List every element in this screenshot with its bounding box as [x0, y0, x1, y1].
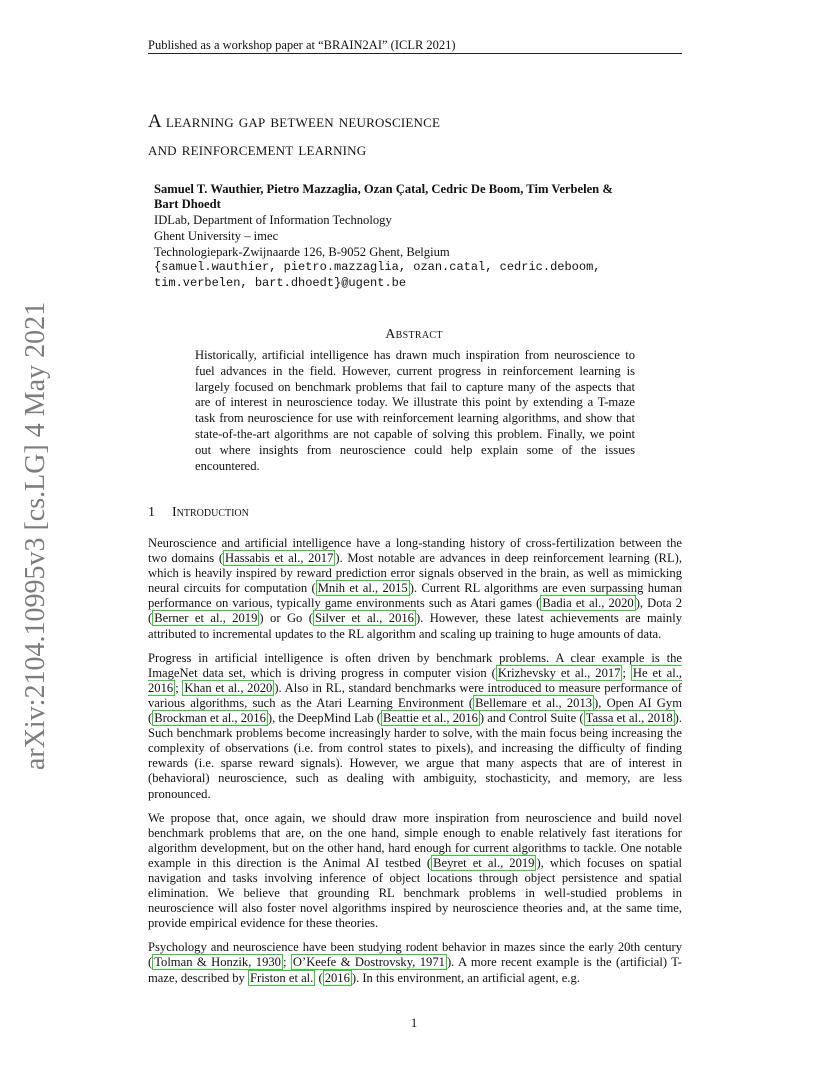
- authors-line-1: Samuel T. Wauthier, Pietro Mazzaglia, Ozan Çatal, Cedric De Boom, Tim Verbelen &: [154, 182, 613, 196]
- citation-link[interactable]: Badia et al., 2020: [542, 596, 634, 611]
- paragraph: Psychology and neuroscience have been studying rodent behavior in mazes since the early 20th century ( Tolman & Honzik, 1930 ; O’Keefe & Dostrovsky, 1971 ). A more recent example is the (artificial) T-maze, described by Friston et al. ( 2016 ). In this environment, an artificial agent, e.g.: [148, 940, 682, 985]
- arxiv-identifier: arXiv:2104.10995v3 [cs.LG] 4 May 2021: [20, 301, 51, 771]
- email-line-2: tim.verbelen, bart.dhoedt}@ugent.be: [154, 276, 407, 291]
- citation-link[interactable]: Silver et al., 2016: [314, 611, 414, 626]
- citation-link[interactable]: Berner et al., 2019: [154, 611, 258, 626]
- citation-link[interactable]: Beyret et al., 2019: [433, 855, 535, 870]
- citation-link[interactable]: Brockman et al., 2016: [154, 711, 266, 726]
- header-rule: [148, 53, 682, 54]
- citation-link[interactable]: He et al., 2016: [148, 665, 682, 695]
- email-line-1: {samuel.wauthier, pietro.mazzaglia, ozan.catal, cedric.deboom,: [154, 260, 601, 275]
- author-list: [154, 182, 674, 212]
- section-number: 1: [148, 505, 155, 520]
- citation-link[interactable]: Beattie et al., 2016: [383, 711, 478, 726]
- title-line-1: A learning gap between neuroscience: [148, 111, 441, 132]
- body-text: [148, 536, 682, 995]
- citation-link[interactable]: 2016: [324, 970, 350, 985]
- citation-link[interactable]: O’Keefe & Dostrovsky, 1971: [292, 955, 445, 970]
- affiliation-block: [154, 213, 674, 292]
- page-number: 1: [410, 1016, 418, 1030]
- paper-title: [148, 108, 708, 164]
- citation-link[interactable]: Hassabis et al., 2017: [225, 551, 334, 566]
- paragraph: We propose that, once again, we should draw more inspiration from neuroscience and build novel benchmark problems that are, on the one hand, simple enough to enable relatively fast iterations for algorithm development, but on the other hand, hard enough for current algorithms to tackle. One notable example in this direction is the Animal AI testbed ( Beyret et al., 2019 ), which focuses on spatial navigation and tasks involving inference of object locations through object persistence and spatial elimination. We believe that grounding RL benchmark problems in well-studied problems in neuroscience will also foster novel algorithms inspired by neuroscience theories and, at the same time, provide empirical evidence for these theories.: [148, 810, 682, 931]
- page-header: Published as a workshop paper at “BRAIN2AI” (ICLR 2021): [148, 38, 456, 52]
- title-line-2: and reinforcement learning: [148, 139, 367, 160]
- section-title: Introduction: [172, 505, 249, 520]
- abstract-heading: Abstract: [385, 327, 443, 342]
- paragraph: Neuroscience and artificial intelligence have a long-standing history of cross-fertilization between the two domains ( Hassabis et al., 2017 ). Most notable are advances in deep reinforcement learning (RL), which is heavily inspired by reward prediction error signals observed in the brain, as well as mimicking neural circuits for computation ( Mnih et al., 2015 ). Current RL algorithms are even surpassing human performance on various, typically game environments such as Atari games ( Badia et al., 2020 ), Dota 2 ( Berner et al., 2019 ) or Go ( Silver et al., 2016 ). However, these latest achievements are mainly attributed to incremental updates to the RL algorithm and scaling up training to huge amounts of data.: [148, 536, 682, 641]
- affiliation-line: Technologiepark-Zwijnaarde 126, B-9052 Ghent, Belgium: [154, 244, 450, 259]
- authors-line-2: Bart Dhoedt: [154, 197, 221, 211]
- citation-link[interactable]: Khan et al., 2020: [184, 680, 273, 695]
- citation-link[interactable]: Mnih et al., 2015: [317, 581, 408, 596]
- paragraph: Progress in artificial intelligence is often driven by benchmark problems. A clear example is the ImageNet data set, which is driving progress in computer vision ( Krizhevsky et al., 2017 ; He et al., 2016 ; Khan et al., 2020 ). Also in RL, standard benchmarks were introduced to measure performance of various algorithms, such as the Atari Learning Environment ( Bellemare et al., 2013 ), Open AI Gym ( Brockman et al., 2016 ), the DeepMind Lab ( Beattie et al., 2016 ) and Control Suite ( Tassa et al., 2018 ). Such benchmark problems become increasingly harder to solve, with the main focus being increasing the complexity of observations (i.e. from control states to pixels), and increasing the difficulty of finding rewards (i.e. sparse reward signals). However, we argue that many aspects that are of interest in (behavioral) neuroscience, such as dealing with ambiguity, stochasticity, and memory, are less pronounced.: [148, 650, 682, 801]
- citation-link[interactable]: Bellemare et al., 2013: [475, 695, 593, 710]
- abstract-text: Historically, artificial intelligence has drawn much inspiration from neuroscience to fuel advances in the field. However, current progress in reinforcement learning is largely focused on benchmark problems that fail to capture many of the aspects that are of interest in neuroscience today. We illustrate this point by extending a T-maze task from neuroscience for use with reinforcement learning algorithms, and show that state-of-the-art algorithms are not capable of solving this problem. Finally, we point out where insights from neuroscience could help explain some of the issues encountered.: [195, 348, 635, 473]
- section-heading: [148, 505, 249, 521]
- citation-link[interactable]: Friston et al.: [250, 970, 314, 985]
- citation-link[interactable]: Krizhevsky et al., 2017: [497, 665, 621, 680]
- affiliation-line: IDLab, Department of Information Technology: [154, 213, 392, 227]
- citation-link[interactable]: Tolman & Honzik, 1930: [154, 955, 281, 970]
- affiliation-line: Ghent University – imec: [154, 228, 279, 243]
- citation-link[interactable]: Tassa et al., 2018: [585, 711, 673, 726]
